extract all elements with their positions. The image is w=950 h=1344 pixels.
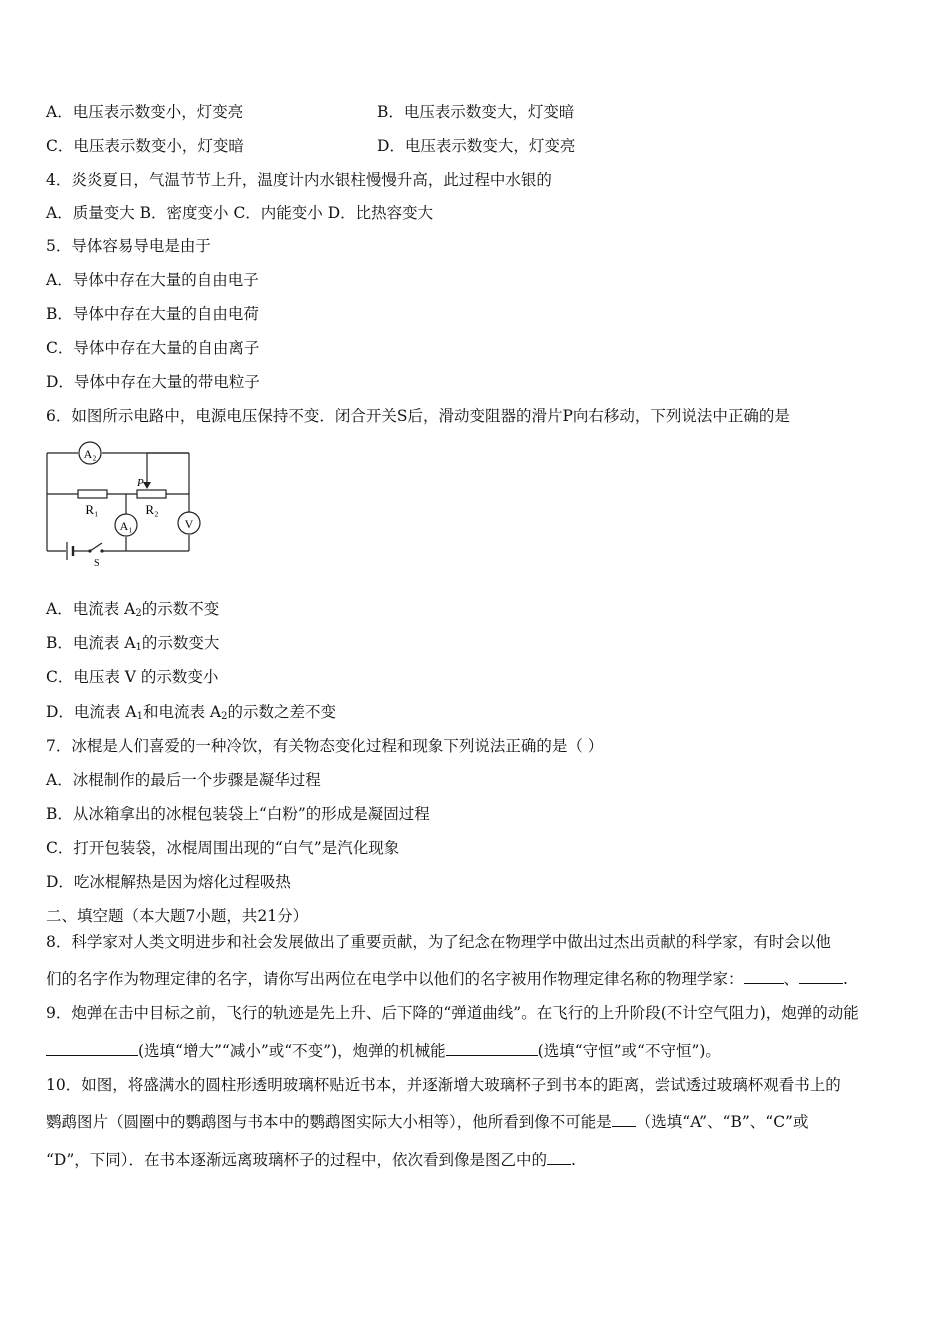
circuit-diagram	[40, 440, 220, 570]
resistor-r1	[78, 490, 107, 498]
q7-option-b: B．从冰箱拿出的冰棍包装袋上“白粉”的形成是凝固过程	[46, 805, 430, 823]
q10-line3: “D”，下同）．在书本逐渐远离玻璃杯子的过程中，依次看到像是图乙中的 .	[46, 1151, 576, 1169]
q6-option-b: B．电流表 $A_1$的示数变大	[46, 634, 220, 653]
q10-blank-2[interactable]	[547, 1150, 571, 1165]
label-a2: A₂	[83, 447, 97, 461]
q5-option-d: D．导体中存在大量的带电粒子	[46, 373, 260, 391]
q4-stem: 4．炎炎夏日，气温节节上升，温度计内水银柱慢慢升高，此过程中水银的	[46, 171, 552, 189]
q7-option-a: A．冰棍制作的最后一个步骤是凝华过程	[46, 771, 321, 789]
q6-option-c: C．电压表 V 的示数变小	[46, 668, 219, 686]
q9-line2: (选填“增大”“减小”或“不变”)，炮弹的机械能 (选填“守恒”或“不守恒”)。	[46, 1040, 721, 1062]
label-a1: A₁	[119, 519, 133, 533]
q9-blank-2[interactable]	[446, 1041, 538, 1056]
q8-line2: 们的名字作为物理定律的名字，请你写出两位在电学中以他们的名字被用作物理定律名称的物理学家： 、 .	[46, 970, 848, 988]
q5-option-b: B．导体中存在大量的自由电荷	[46, 305, 259, 323]
q8-blank-2[interactable]	[799, 969, 843, 984]
q7-stem: 7．冰棍是人们喜爱的一种冷饮，有关物态变化过程和现象下列说法正确的是（ ）	[46, 737, 604, 755]
q8-blank-1[interactable]	[744, 969, 784, 984]
label-v: V	[184, 517, 194, 531]
q5-option-c: C．导体中存在大量的自由离子	[46, 339, 260, 357]
q8-line1: 8．科学家对人类文明进步和社会发展做出了重要贡献，为了纪念在物理学中做出过杰出贡献的科学家，有时会以他	[46, 933, 831, 951]
q9-blank-1[interactable]	[46, 1041, 138, 1056]
q7-option-c: C．打开包装袋，冰棍周围出现的“白气”是汽化现象	[46, 839, 400, 857]
q5-stem: 5．导体容易导电是由于	[46, 237, 211, 255]
label-s: S	[94, 558, 100, 569]
q10-line1: 10．如图，将盛满水的圆柱形透明玻璃杯贴近书本，并逐渐增大玻璃杯子到书本的距离，尝试透过玻璃杯观看书上的	[46, 1076, 841, 1094]
slider-arrow	[143, 482, 151, 489]
label-r2: R₂	[145, 502, 159, 517]
q7-option-d: D．吃冰棍解热是因为熔化过程吸热	[46, 873, 291, 891]
q6-stem: 6．如图所示电路中，电源电压保持不变．闭合开关S后，滑动变阻器的滑片P向右移动，下列说法中正确的是	[46, 407, 790, 425]
q4-options: A．质量变大 B．密度变小 C．内能变小 D．比热容变大	[46, 204, 434, 222]
resistor-r2	[137, 490, 166, 498]
q10-blank-1[interactable]	[612, 1112, 636, 1127]
q6-option-d: D．电流表 $A_1$和电流表 $A_2$的示数之差不变	[46, 703, 336, 722]
option-b-prev: B．电压表示数变大，灯变暗	[377, 103, 575, 121]
q6-option-a: A．电流表 $A_2$的示数不变	[46, 600, 220, 619]
label-p: P	[137, 477, 144, 489]
section-title-fill-in: 二、填空题（本大题7小题，共21分）	[46, 907, 309, 925]
option-d-prev: D．电压表示数变大，灯变亮	[377, 137, 576, 155]
q5-option-a: A．导体中存在大量的自由电子	[46, 271, 259, 289]
option-a-prev: A．电压表示数变小，灯变亮	[46, 103, 244, 121]
q10-line2: 鹦鹉图片（圆圈中的鹦鹉图与书本中的鹦鹉图实际大小相等），他所看到像不可能是 （选填“A”、“B”、“C”或	[46, 1113, 809, 1131]
label-r1: R₁	[85, 502, 99, 517]
option-c-prev: C．电压表示数变小，灯变暗	[46, 137, 244, 155]
q9-line1: 9．炮弹在击中目标之前，飞行的轨迹是先上升、后下降的“弹道曲线”。在飞行的上升阶段(不计空气阻力)，炮弹的动能	[46, 1004, 859, 1022]
